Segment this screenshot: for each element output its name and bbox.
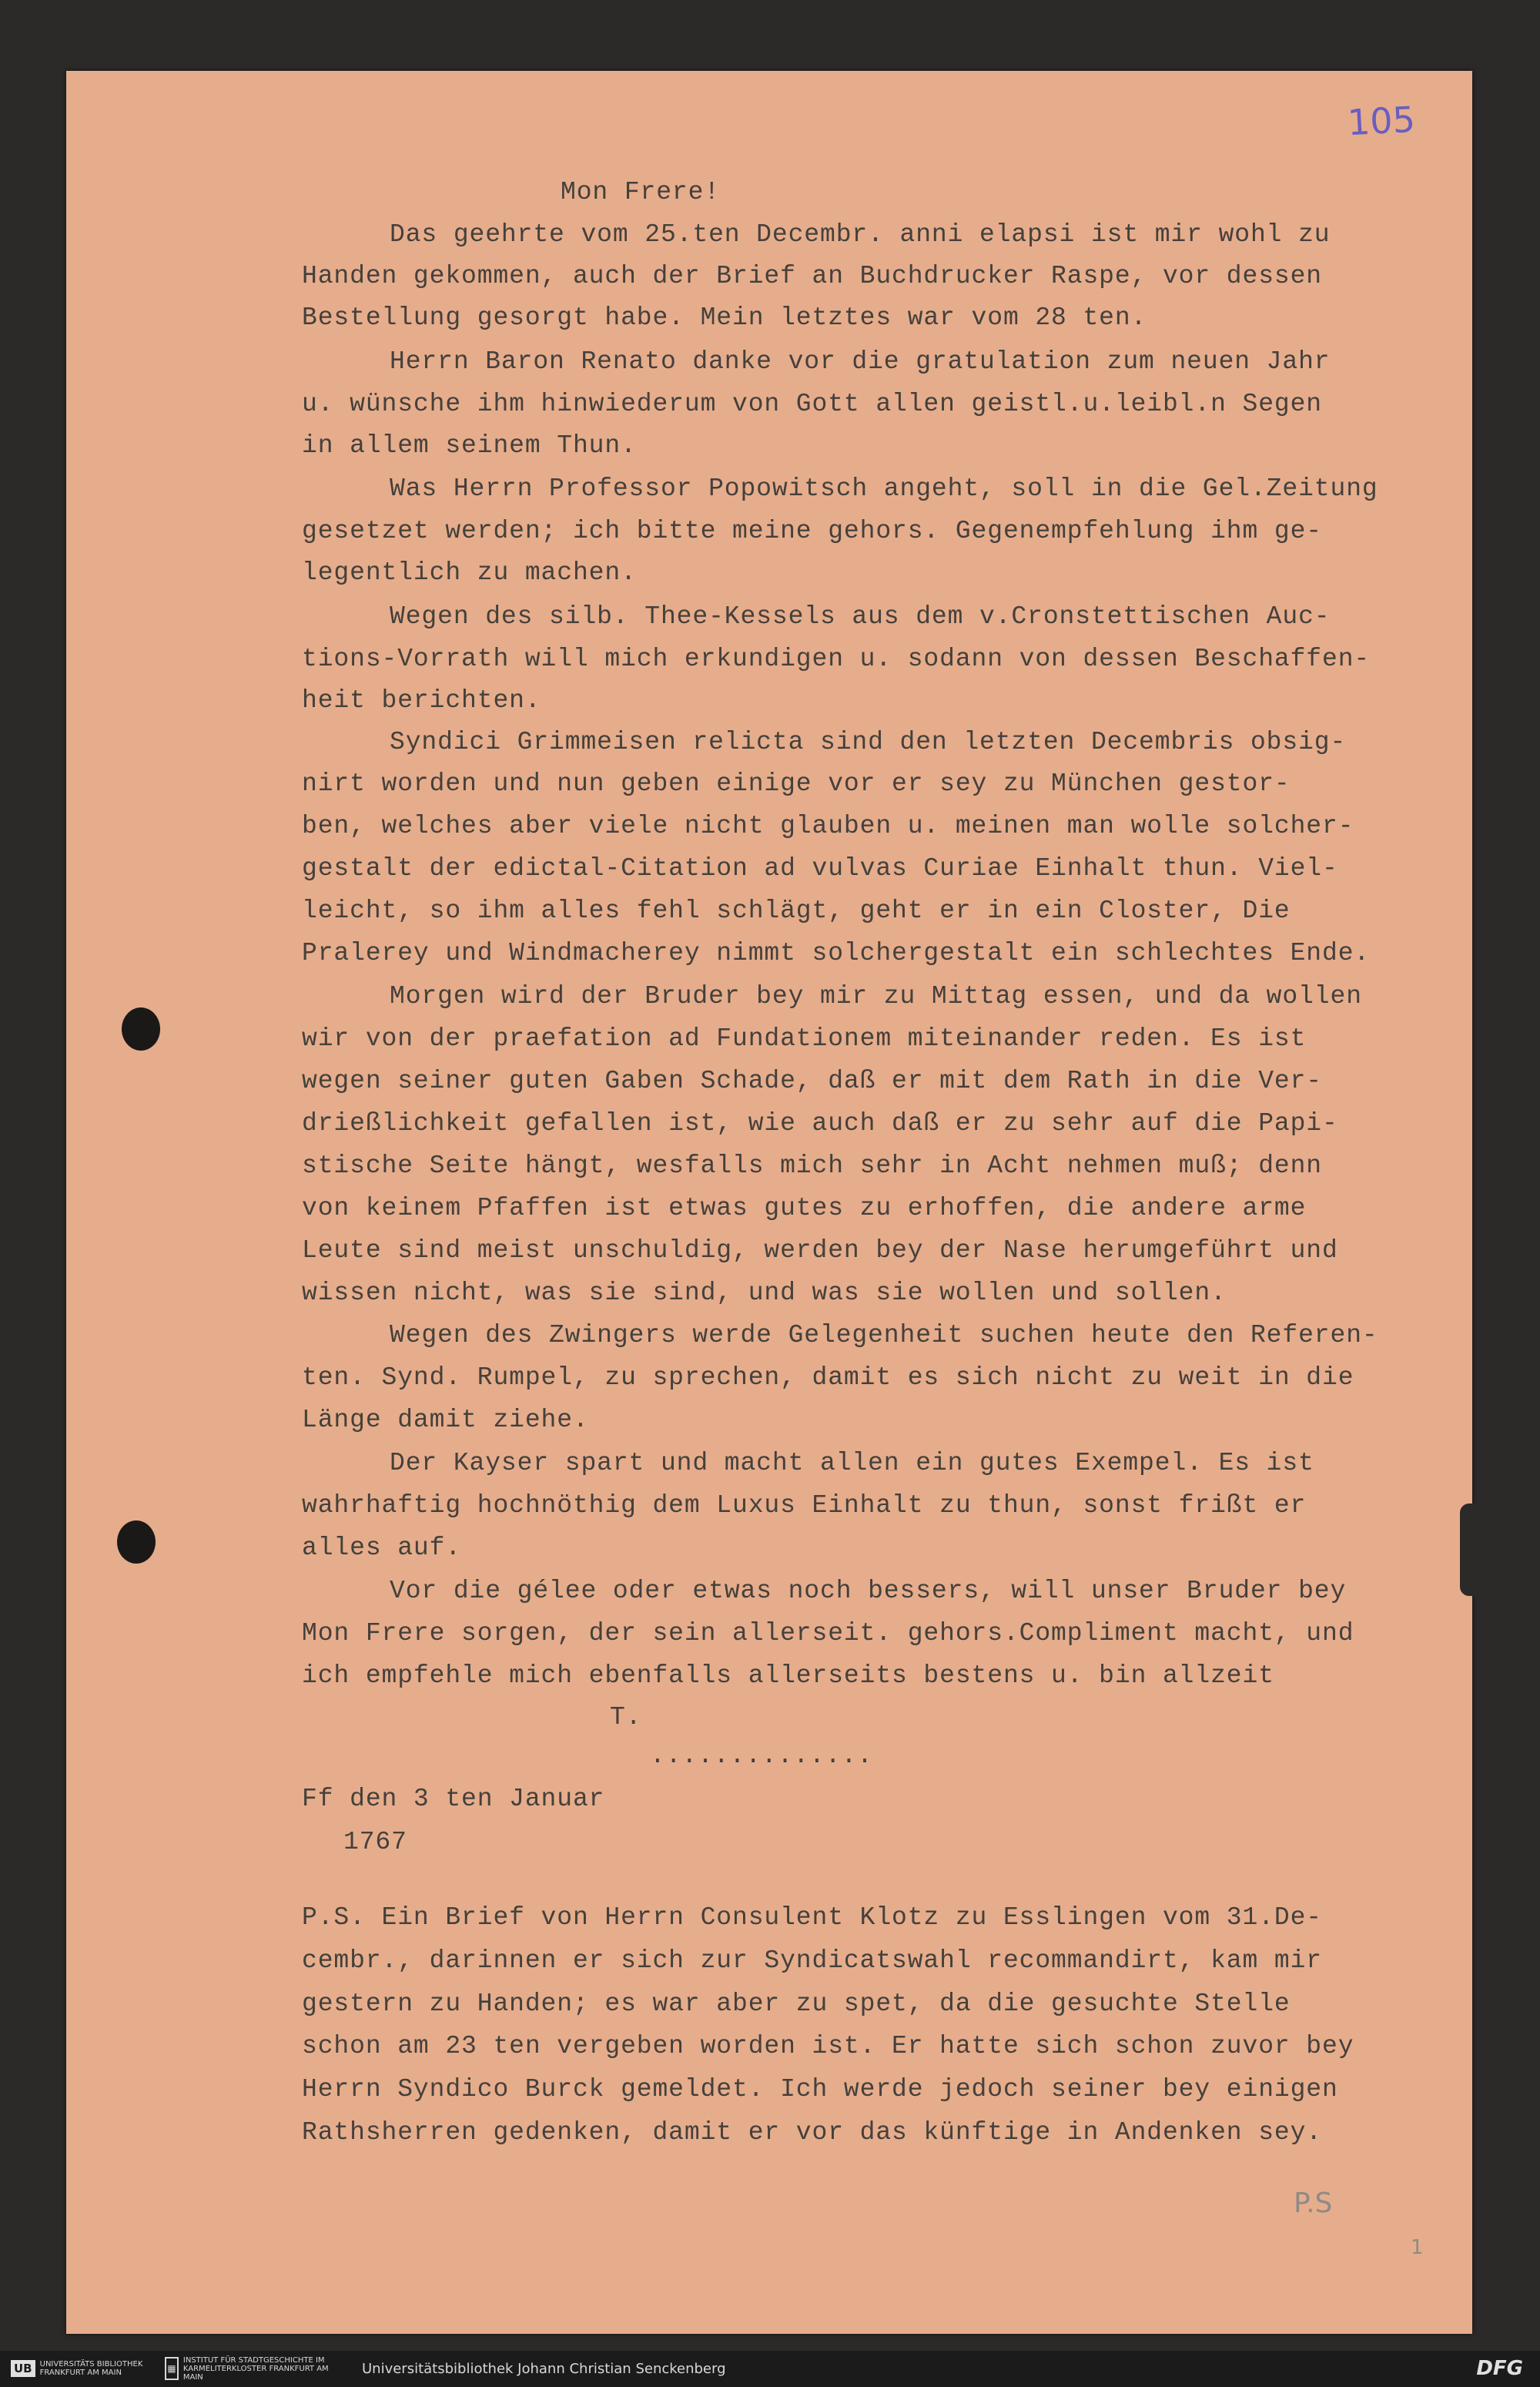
text-line: legentlich zu machen. [302, 558, 637, 587]
institute-logo-text: INSTITUT FÜR STADTGESCHICHTE IM KARMELITERKLOSTER FRANKFURT AM MAIN [182, 2355, 329, 2382]
text-line: .............. [650, 1742, 873, 1770]
punch-hole [122, 1007, 160, 1051]
text-line: Bestellung gesorgt habe. Mein letztes war vom 28 ten. [302, 303, 1147, 332]
institute-logo-icon: ▦ [165, 2357, 179, 2380]
text-line: Herrn Syndico Burck gemeldet. Ich werde jedoch seiner bey einigen [302, 2075, 1338, 2104]
text-line: von keinem Pfaffen ist etwas gutes zu erhoffen, die andere arme [302, 1194, 1307, 1222]
text-line: gestalt der edictal-Citation ad vulvas Curiae Einhalt thun. Viel- [302, 854, 1338, 883]
text-line: drießlichkeit gefallen ist, wie auch daß er zu sehr auf die Papi- [302, 1109, 1338, 1138]
text-line: Was Herrn Professor Popowitsch angeht, soll in die Gel.Zeitung [390, 474, 1378, 503]
text-line: T. [610, 1703, 642, 1732]
text-line: Rathsherren gedenken, damit er vor das künftige in Andenken sey. [302, 2118, 1323, 2147]
text-line: Ff den 3 ten Januar [302, 1785, 605, 1813]
text-line: Leute sind meist unschuldig, werden bey der Nase herumgeführt und [302, 1236, 1338, 1265]
text-line: in allem seinem Thun. [302, 431, 637, 460]
page-edge-notch [1460, 1504, 1477, 1596]
text-line: ben, welches aber viele nicht glauben u. meinen man wolle solcher- [302, 812, 1354, 840]
pencil-annotation: P.S [1294, 2188, 1333, 2219]
text-line: Syndici Grimmeisen relicta sind den letzten Decembris obsig- [390, 728, 1347, 756]
ub-logo [11, 2355, 157, 2382]
text-line: Das geehrte vom 25.ten Decembr. anni elapsi ist mir wohl zu [390, 220, 1331, 249]
library-name: Universitätsbibliothek Johann Christian Senckenberg [362, 2361, 726, 2377]
text-line: wahrhaftig hochnöthig dem Luxus Einhalt zu thun, sonst frißt er [302, 1491, 1307, 1520]
text-line: Handen gekommen, auch der Brief an Buchdrucker Raspe, vor dessen [302, 262, 1323, 290]
text-line: wissen nicht, was sie sind, und was sie wollen und sollen. [302, 1279, 1227, 1307]
text-line: gestern zu Handen; es war aber zu spet, da die gesuchte Stelle [302, 1990, 1291, 2018]
text-line: alles auf. [302, 1534, 462, 1562]
footer-bar [0, 2351, 1540, 2387]
text-line: u. wünsche ihm hinwiederum von Gott allen geistl.u.leibl.n Segen [302, 390, 1323, 418]
text-line: nirt worden und nun geben einige vor er sey zu München gestor- [302, 769, 1291, 798]
text-line: wegen seiner guten Gaben Schade, daß er mit dem Rath in die Ver- [302, 1067, 1323, 1095]
text-line: Mon Frere! [561, 178, 721, 206]
dfg-logo: DFG [1476, 2357, 1523, 2380]
ub-logo-text: UNIVERSITÄTS BIBLIOTHEK FRANKFURT AM MAIN [39, 2360, 143, 2377]
text-line: ten. Synd. Rumpel, zu sprechen, damit es sich nicht zu weit in die [302, 1363, 1354, 1392]
text-line: Wegen des silb. Thee-Kessels aus dem v.Cronstettischen Auc- [390, 602, 1331, 631]
text-line: cembr., darinnen er sich zur Syndicatswahl recommandirt, kam mir [302, 1946, 1323, 1975]
folio-number: 105 [1346, 98, 1417, 144]
text-line: schon am 23 ten vergeben worden ist. Er hatte sich schon zuvor bey [302, 2032, 1354, 2060]
text-line: tions-Vorrath will mich erkundigen u. sodann von dessen Beschaffen- [302, 645, 1371, 673]
text-line: Herrn Baron Renato danke vor die gratulation zum neuen Jahr [390, 347, 1331, 376]
text-line: Mon Frere sorgen, der sein allerseit. gehors.Compliment macht, und [302, 1619, 1354, 1648]
text-line: Pralerey und Windmacherey nimmt solchergestalt ein schlechtes Ende. [302, 939, 1371, 967]
pencil-mark: 1 [1411, 2236, 1424, 2259]
text-line: Vor die gélee oder etwas noch bessers, will unser Bruder bey [390, 1577, 1347, 1605]
text-line: Länge damit ziehe. [302, 1406, 589, 1434]
text-line: P.S. Ein Brief von Herrn Consulent Klotz zu Esslingen vom 31.De- [302, 1903, 1323, 1932]
text-line: gesetzet werden; ich bitte meine gehors. Gegenempfehlung ihm ge- [302, 517, 1323, 545]
text-line: ich empfehle mich ebenfalls allerseits bestens u. bin allzeit [302, 1661, 1274, 1690]
ub-logo-box: UB [11, 2360, 35, 2377]
text-line: wir von der praefation ad Fundationem miteinander reden. Es ist [302, 1024, 1307, 1053]
institute-logo [165, 2355, 350, 2382]
text-line: leicht, so ihm alles fehl schlägt, geht er in ein Closter, Die [302, 897, 1291, 925]
text-line: Morgen wird der Bruder bey mir zu Mittag essen, und da wollen [390, 982, 1362, 1011]
text-line: stische Seite hängt, wesfalls mich sehr in Acht nehmen muß; denn [302, 1152, 1323, 1180]
text-line: heit berichten. [302, 686, 541, 715]
text-line: Der Kayser spart und macht allen ein gutes Exempel. Es ist [390, 1449, 1314, 1477]
punch-hole [117, 1520, 156, 1564]
text-line: 1767 [343, 1828, 407, 1856]
text-line: Wegen des Zwingers werde Gelegenheit suchen heute den Referen- [390, 1321, 1378, 1349]
